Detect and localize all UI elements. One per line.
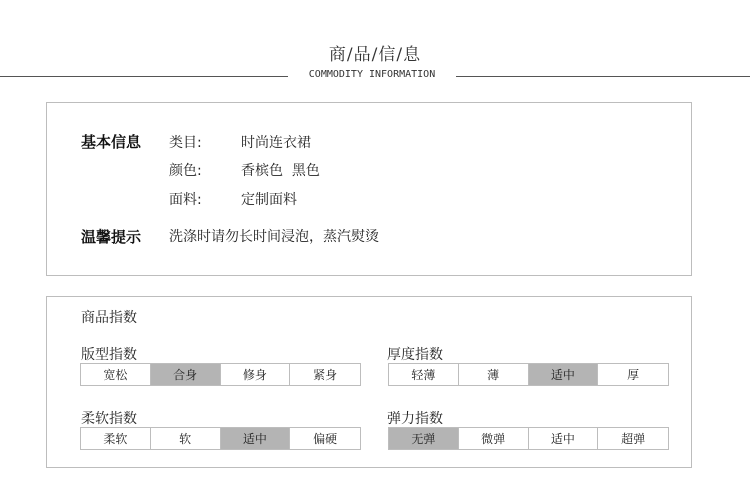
scale-option-selected: 无弹 xyxy=(389,428,459,449)
category-value: 时尚连衣裙 xyxy=(241,135,311,151)
basic-info-heading: 基本信息 xyxy=(81,133,142,151)
tip-text: 洗涤时请勿长时间浸泡，蒸汽熨烫 xyxy=(169,229,379,245)
scale-option: 薄 xyxy=(459,364,529,385)
section-subtitle: COMMODITY INFORMATION xyxy=(308,69,436,80)
fit-index-label: 版型指数 xyxy=(81,347,137,363)
fabric-value: 定制面料 xyxy=(241,192,297,208)
scale-option-selected: 适中 xyxy=(529,364,599,385)
product-index-panel xyxy=(46,296,692,468)
elasticity-index-label: 弹力指数 xyxy=(387,411,443,427)
scale-option-selected: 适中 xyxy=(221,428,291,449)
scale-option: 轻薄 xyxy=(389,364,459,385)
divider-line-right xyxy=(456,76,750,77)
scale-option-selected: 合身 xyxy=(151,364,221,385)
fit-index-scale xyxy=(80,363,361,386)
scale-option: 微弹 xyxy=(459,428,529,449)
elasticity-index-scale xyxy=(388,427,669,450)
product-index-title: 商品指数 xyxy=(81,310,137,326)
softness-index-scale xyxy=(80,427,361,450)
title-divider xyxy=(0,68,750,84)
section-title: 商/品/信/息 xyxy=(328,45,422,65)
scale-option: 宽松 xyxy=(81,364,151,385)
scale-option: 适中 xyxy=(529,428,599,449)
scale-option: 厚 xyxy=(627,368,640,382)
scale-option: 偏硬 xyxy=(313,432,338,446)
category-label: 类目: xyxy=(169,135,202,151)
fabric-label: 面料: xyxy=(169,192,202,208)
color-value: 香槟色 黑色 xyxy=(241,163,320,179)
scale-option: 柔软 xyxy=(81,428,151,449)
thickness-index-label: 厚度指数 xyxy=(387,347,443,363)
thickness-index-scale xyxy=(388,363,669,386)
scale-option: 修身 xyxy=(221,364,291,385)
scale-option: 超弹 xyxy=(621,432,646,446)
color-label: 颜色: xyxy=(169,163,202,179)
scale-option: 紧身 xyxy=(313,368,338,382)
basic-info-panel xyxy=(46,102,692,276)
tip-heading: 温馨提示 xyxy=(81,228,142,246)
softness-index-label: 柔软指数 xyxy=(81,411,137,427)
divider-line-left xyxy=(0,76,288,77)
scale-option: 软 xyxy=(151,428,221,449)
